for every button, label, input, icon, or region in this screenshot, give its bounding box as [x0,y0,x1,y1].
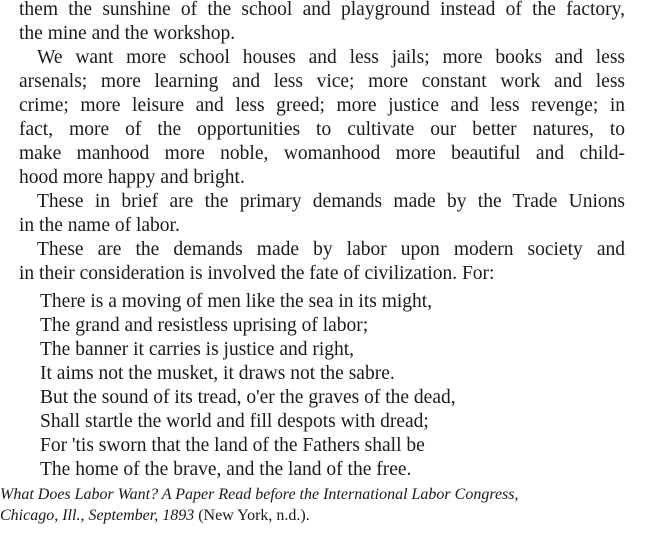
text-line: make manhood more noble, womanhood more beautiful and child- [19,143,625,164]
citation-line [0,505,606,526]
poem-line: For 'tis sworn that the land of the Fathers shall be [40,435,425,456]
citation-line [0,484,606,505]
text-line: These in brief are the primary demands made by the Trade Unions [37,191,625,212]
citation [0,484,606,526]
text-line: hood more happy and bright. [19,167,245,188]
poem-line: There is a moving of men like the sea in its might, [40,291,433,312]
poem-line: The banner it carries is justice and right, [40,339,355,360]
text-line: We want more school houses and less jails; more books and less [37,47,625,68]
text-line: fact, more of the opportunities to cultivate our better natures, to [19,119,625,140]
text-line: in the name of labor. [19,215,180,236]
document-page [19,0,625,286]
text-line: crime; more leisure and less greed; more justice and less revenge; in [19,95,625,116]
poem-block [40,290,456,482]
text-line: them the sunshine of the school and playground instead of the factory, [19,0,625,20]
text-line: These are the demands made by labor upon modern society and [37,239,625,260]
poem-line: But the sound of its tread, o'er the graves of the dead, [40,387,456,408]
text-line: in their consideration is involved the fate of civilization. For: [19,263,495,284]
citation-place-date: Chicago, Ill., September, 1893 [0,507,195,524]
poem-line: The home of the brave, and the land of the free. [40,459,412,480]
text-line: arsenals; more learning and less vice; more constant work and less [19,71,625,92]
poem-line: It aims not the musket, it draws not the sabre. [40,363,395,384]
poem-line: The grand and resistless uprising of labor; [40,315,369,336]
citation-title: What Does Labor Want? A Paper Read before the International Labor Congress, [0,486,519,503]
text-line: the mine and the workshop. [19,23,236,44]
citation-publication: (New York, n.d.). [194,507,310,524]
poem-line: Shall startle the world and fill despots with dread; [40,411,429,432]
